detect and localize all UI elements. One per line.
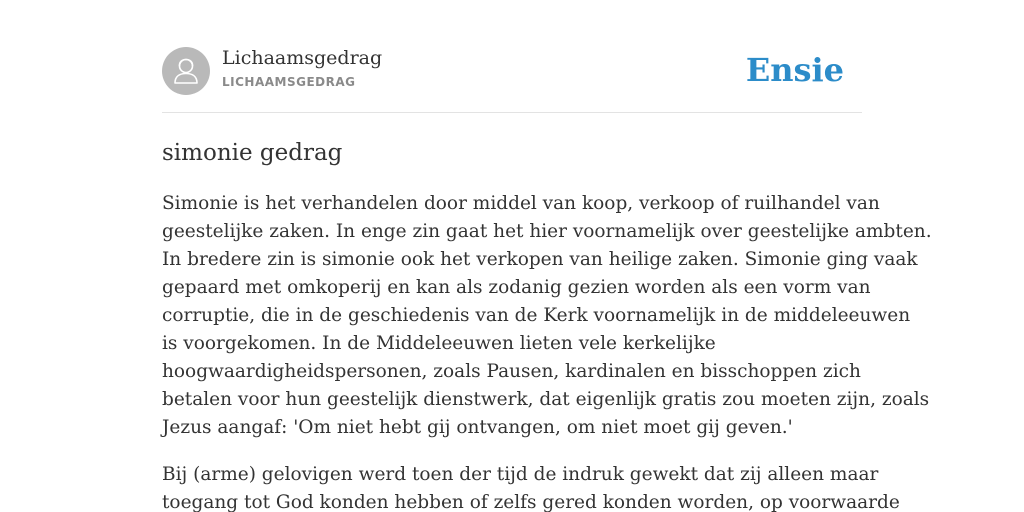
ensie-logo[interactable]: Ensie [745, 51, 844, 89]
avatar[interactable] [162, 47, 210, 95]
paragraph-line: geestelijke zaken. In enge zin gaat het hier voornamelijk over geestelijke ambten. [162, 221, 932, 242]
paragraph-line: Bij (arme) gelovigen werd toen der tijd de indruk gewekt dat zij alleen maar [162, 464, 879, 485]
author-name[interactable]: Lichaamsgedrag [222, 47, 383, 69]
author-handle[interactable]: LICHAAMSGEDRAG [222, 75, 356, 89]
user-silhouette-icon [162, 47, 210, 95]
article-paragraph-1 [162, 190, 932, 442]
paragraph-line: betalen voor hun geestelijk dienstwerk, dat eigenlijk gratis zou moeten zijn, zoals [162, 389, 930, 410]
header [162, 0, 862, 113]
paragraph-line: gepaard met omkoperij en kan als zodanig gezien worden als een vorm van [162, 277, 871, 298]
paragraph-line: Simonie is het verhandelen door middel van koop, verkoop of ruilhandel van [162, 193, 880, 214]
paragraph-line: hoogwaardigheidspersonen, zoals Pausen, kardinalen en bisschoppen zich [162, 361, 861, 382]
paragraph-line: Jezus aangaf: 'Om niet hebt gij ontvangen, om niet moet gij geven.' [162, 417, 793, 438]
page [162, 0, 932, 512]
paragraph-line: In bredere zin is simonie ook het verkopen van heilige zaken. Simonie ging vaak [162, 249, 918, 270]
article-paragraph-2 [162, 461, 900, 512]
paragraph-line: corruptie, die in de geschiedenis van de Kerk voornamelijk in de middeleeuwen [162, 305, 911, 326]
article-title: simonie gedrag [162, 140, 343, 166]
paragraph-line: toegang tot God konden hebben of zelfs gered konden worden, op voorwaarde [162, 492, 900, 512]
paragraph-line: is voorgekomen. In de Middeleeuwen lieten vele kerkelijke [162, 333, 716, 354]
